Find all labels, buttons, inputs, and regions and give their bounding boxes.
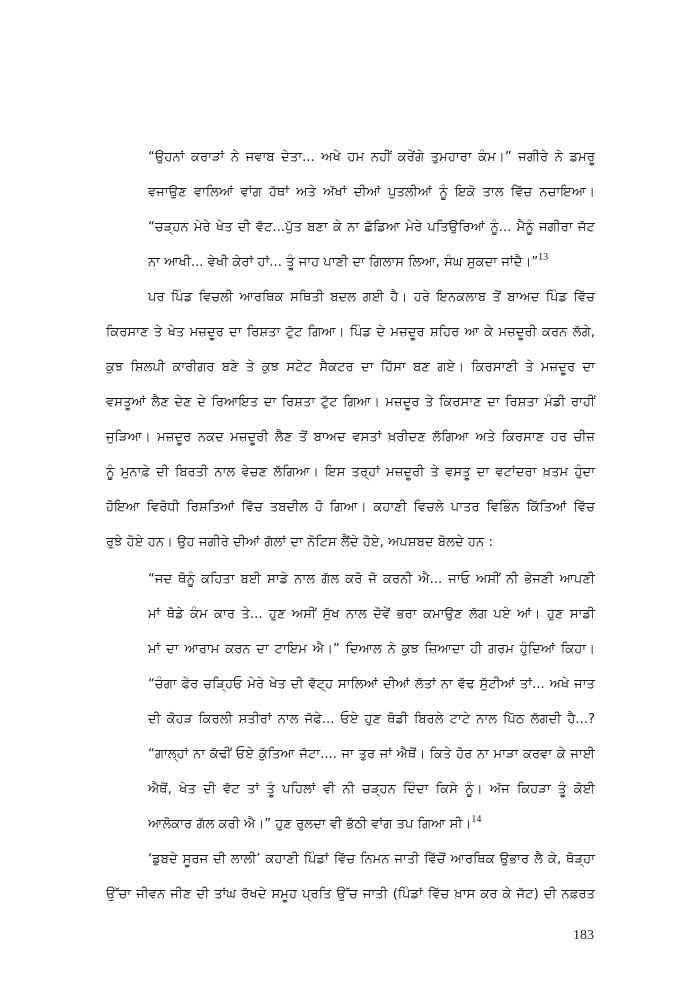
quote-line: ਮਾਂ ਥੋਡੇ ਕੰਮ ਕਾਰ ਤੇ... ਹੁਣ ਅਸੀਂ ਸੁੱਖ ਨਾਲ ਦੋਵੇਂ ਭਰਾ ਕਮਾਉਣ ਲੱਗ ਪਏ ਆਂ। ਹੁਣ ਸਾਡੀ <box>148 607 595 622</box>
quote-line: ਵਜਾਉਣ ਵਾਲਿਆਂ ਵਾਂਗ ਹੱਥਾਂ ਅਤੇ ਅੱਖਾਂ ਦੀਆਂ ਪੁਤਲੀਆਂ ਨੂੰ ਇਕੋ ਤਾਲ ਵਿੱਚ ਨਚਾਇਆ। <box>148 185 595 200</box>
quote-text: ਨਾ ਆਖੀ... ਵੇਖੀ ਕੇਰਾਂ ਹਾਂ... ਤੂੰ ਜਾਹ ਪਾਣੀ ਦਾ ਗਿਲਾਸ ਲਿਆ, ਸੰਘ ਸੁਕਦਾ ਜਾਂਦੈ।” <box>148 255 539 270</box>
paragraph-line: ਉੱਚਾ ਜੀਵਨ ਜੀਣ ਦੀ ਤਾਂਘ ਰੱਖਦੇ ਸਮੂਹ ਪ੍ਰਤਿ ਉੱਚ ਜਾਤੀ (ਪਿੰਡਾਂ ਵਿੱਚ ਖ਼ਾਸ ਕਰ ਕੇ ਜੱਟ) ਦੀ ਨਫ਼ਰਤ <box>106 887 595 902</box>
quote-line <box>148 815 595 835</box>
paragraph-line: ਪਰ ਪਿੰਡ ਵਿਚਲੀ ਆਰਥਿਕ ਸਥਿਤੀ ਬਦਲ ਗਈ ਹੈ। ਹਰੇ ਇਨਕਲਾਬ ਤੋਂ ਬਾਅਦ ਪਿੰਡ ਵਿੱਚ <box>148 290 595 305</box>
quote-line: “ਗਾਲ੍ਹਾਂ ਨਾ ਕੱਢੀਂ ਓਏ ਕੁੱਤਿਆ ਜੱਟਾ.... ਜਾ ਤੁਰ ਜਾਂ ਐਥੋਂ। ਕਿਤੇ ਹੋਰ ਨਾ ਮਾੜਾ ਕਰਵਾ ਕੇ ਜਾਈ <box>148 747 595 762</box>
quote-line: “ਚੜ੍ਹਨ ਮੇਰੇ ਖੇਤ ਦੀ ਵੱਟ...ਪੁੱਤ ਬਣਾ ਕੇ ਨਾ ਛੱਡਿਆ ਮੇਰੇ ਪਤਿਉਰਿਆਂ ਨੂੰ... ਮੈਨੂੰ ਜਗੀਰਾ ਜੱਟ <box>148 220 595 235</box>
paragraph-line: ਜੁੜਿਆ। ਮਜ਼ਦੂਰ ਨਕਦ ਮਜ਼ਦੂਰੀ ਲੈਣ ਤੋਂ ਬਾਅਦ ਵਸਤਾਂ ਖ਼ਰੀਦਣ ਲੱਗਿਆ ਅਤੇ ਕਿਰਸਾਣ ਹਰ ਚੀਜ਼ <box>106 430 595 445</box>
paragraph-line: ਨੂੰ ਮੁਨਾਫ਼ੇ ਦੀ ਬਿਰਤੀ ਨਾਲ ਵੇਚਣ ਲੱਗਿਆ। ਇਸ ਤਰ੍ਹਾਂ ਮਜ਼ਦੂਰੀ ਤੇ ਵਸਤੂ ਦਾ ਵਟਾਂਦਰਾ ਖ਼ਤਮ ਹੁੰਦਾ <box>106 465 595 480</box>
footnote-marker: 14 <box>471 814 482 825</box>
footnote-marker: 13 <box>538 252 549 263</box>
quote-line: ਦੀ ਕੋਹੜ ਕਿਰਲੀ ਸ਼ਤੀਰਾਂ ਨਾਲ ਜੱਫੇ... ਓਏ ਹੁਣ ਥੋਡੀ ਬਿਰਲੇ ਟਾਟੇ ਨਾਲ ਪਿੱਠ ਲੱਗਦੀ ਹੈ...? <box>148 712 595 727</box>
quote-line: ਐਥੋਂ, ਖੇਤ ਦੀ ਵੱਟ ਤਾਂ ਤੂੰ ਪਹਿਲਾਂ ਵੀ ਨੀ ਚੜ੍ਹਨ ਦਿੰਦਾ ਕਿਸੇ ਨੂੰ। ਅੱਜ ਕਿਹੜਾ ਤੂੰ ਕੋਈ <box>148 782 595 797</box>
quote-line: “ਜਦ ਥੋਨੂੰ ਕਹਿਤਾ ਬਈ ਸਾਡੇ ਨਾਲ ਗੱਲ ਕਰੋ ਜੋ ਕਰਨੀ ਐ... ਜਾਓ ਅਸੀਂ ਨੀ ਭੇਜਣੀ ਆਪਣੀ <box>148 572 595 587</box>
quote-line: “ਚੰਗਾ ਫੇਰ ਚੜ੍ਹਿਓ ਮੇਰੇ ਖੇਤ ਦੀ ਵੱਟ੍ਹ ਸਾਲਿਆਂ ਦੀਆਂ ਲੱਤਾਂ ਨਾ ਵੱਢ ਸੁੱਟੀਆਂ ਤਾਂ... ਅਖੇ ਜਾਤ <box>148 677 595 692</box>
paragraph-line: ਵਸਤੂਆਂ ਲੈਣ ਦੇਣ ਦੇ ਰਿਆਇਤ ਦਾ ਰਿਸ਼ਤਾ ਟੁੱਟ ਗਿਆ। ਮਜ਼ਦੂਰ ਤੇ ਕਿਰਸਾਣ ਦਾ ਰਿਸ਼ਤਾ ਮੰਡੀ ਰਾਹੀਂ <box>106 395 595 410</box>
quote-text: ਆਲੋਕਾਰ ਗੱਲ ਕਰੀ ਐ।” ਹੁਣ ਰੁਲਦਾ ਵੀ ਭੱਠੀ ਵਾਂਗ ਤਪ ਗਿਆ ਸੀ। <box>148 817 472 832</box>
paragraph-line: ‘ਡੁਬਦੇ ਸੂਰਜ ਦੀ ਲਾਲੀ’ ਕਹਾਣੀ ਪਿੰਡਾਂ ਵਿੱਚ ਨਿਮਨ ਜਾਤੀ ਵਿੱਚੋਂ ਆਰਥਿਕ ਉਭਾਰ ਲੈ ਕੇ, ਥੋੜ੍ਹਾ <box>148 852 595 867</box>
paragraph-line: ਕੁਝ ਸ਼ਿਲਪੀ ਕਾਰੀਗਰ ਬਣੇ ਤੇ ਕੁਝ ਸਟੇਟ ਸੈਕਟਰ ਦਾ ਹਿੱਸਾ ਬਣ ਗਏ। ਕਿਰਸਾਣੀ ਤੇ ਮਜ਼ਦੂਰ ਦਾ <box>106 360 595 375</box>
paragraph-line: ਹੋਇਆ ਵਿਰੋਧੀ ਰਿਸ਼ਤਿਆਂ ਵਿੱਚ ਤਬਦੀਲ ਹੋ ਗਿਆ। ਕਹਾਣੀ ਵਿਚਲੇ ਪਾਤਰ ਵਿਭਿੰਨ ਕਿੱਤਿਆਂ ਵਿੱਚ <box>106 500 595 515</box>
paragraph-line: ਕਿਰਸਾਣ ਤੇ ਖੇਤ ਮਜ਼ਦੂਰ ਦਾ ਰਿਸ਼ਤਾ ਟੁੱਟ ਗਿਆ। ਪਿੰਡ ਦੇ ਮਜ਼ਦੂਰ ਸ਼ਹਿਰ ਆ ਕੇ ਮਜ਼ਦੂਰੀ ਕਰਨ ਲੱਗੇ, <box>106 325 595 340</box>
paragraph-line: ਰੁਝੇ ਹੋਏ ਹਨ। ਉਹ ਜਗੀਰੇ ਦੀਆਂ ਗੱਲਾਂ ਦਾ ਨੋਟਿਸ ਲੈਂਦੇ ਹੋਏ, ਅਪਸ਼ਬਦ ਬੋਲਦੇ ਹਨ : <box>106 535 493 550</box>
quote-line: ਮਾਂ ਦਾ ਆਰਾਮ ਕਰਨ ਦਾ ਟਾਇਮ ਐ।” ਦਿਆਲ ਨੇ ਕੁਝ ਜ਼ਿਆਦਾ ਹੀ ਗਰਮ ਹੁੰਦਿਆਂ ਕਿਹਾ। <box>148 642 595 657</box>
page-number: 183 <box>573 928 594 943</box>
quote-line <box>148 253 595 273</box>
quote-line: “ਉਹਨਾਂ ਕਰਾੜਾਂ ਨੇ ਜਵਾਬ ਦੇਤਾ... ਅਖੇ ਹਮ ਨਹੀਂ ਕਰੇਂਗੇ ਤੁਮਹਾਰਾ ਕੰਮ।” ਜਗੀਰੇ ਨੇ ਡਮਰੂ <box>148 150 595 165</box>
